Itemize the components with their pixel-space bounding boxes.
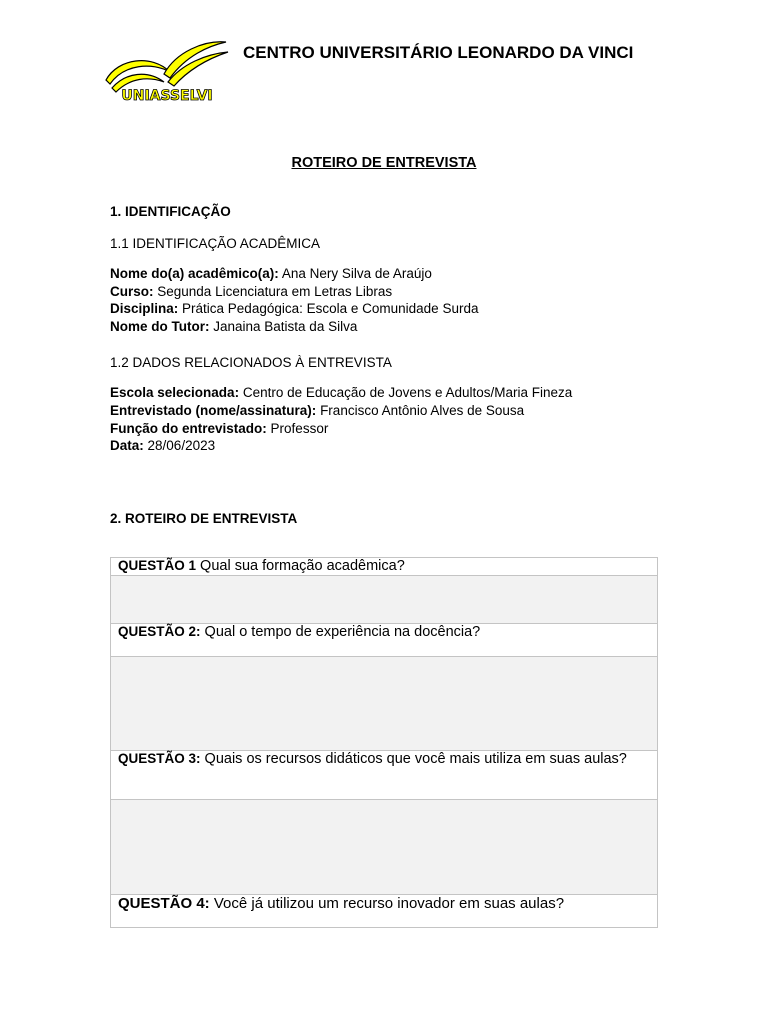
field-label: Disciplina: — [110, 301, 179, 316]
field-value: Segunda Licenciatura em Letras Libras — [157, 284, 393, 299]
question-cell — [111, 558, 658, 576]
field-label: Escola selecionada: — [110, 385, 240, 400]
question-row — [111, 895, 658, 928]
field-tutor — [110, 319, 357, 334]
answer-cell[interactable] — [111, 800, 658, 895]
section1-heading: 1. IDENTIFICAÇÃO — [110, 204, 231, 219]
question-text: Quais os recursos didáticos que você mais utiliza em suas aulas? — [204, 751, 627, 767]
field-interviewee — [110, 403, 524, 418]
field-label: Entrevistado (nome/assinatura): — [110, 403, 317, 418]
field-value: Francisco Antônio Alves de Sousa — [320, 403, 525, 418]
field-value: Ana Nery Silva de Araújo — [281, 266, 432, 281]
field-value: Prática Pedagógica: Escola e Comunidade Surda — [182, 301, 479, 316]
answer-row — [111, 800, 658, 895]
question-label: QUESTÃO 2: — [118, 624, 201, 639]
field-label: Nome do(a) acadêmico(a): — [110, 266, 279, 281]
logo-text: UNIASSELVI — [121, 88, 213, 104]
question-row — [111, 624, 658, 657]
answer-row — [111, 657, 658, 751]
interview-questions-table — [110, 557, 658, 928]
field-school — [110, 385, 572, 400]
question-text: Você já utilizou um recurso inovador em suas aulas? — [213, 895, 565, 912]
question-label: QUESTÃO 1 — [118, 558, 197, 573]
document-title: ROTEIRO DE ENTREVISTA — [291, 155, 477, 171]
field-value: Professor — [270, 421, 329, 436]
question-text: Qual sua formação acadêmica? — [200, 558, 405, 574]
question-cell — [111, 895, 658, 928]
field-role — [110, 421, 328, 436]
question-cell — [111, 751, 658, 800]
field-value: Janaina Batista da Silva — [213, 319, 358, 334]
logo-wings-icon — [104, 38, 232, 94]
section1-sub1: 1.1 IDENTIFICAÇÃO ACADÊMICA — [110, 236, 321, 251]
answer-cell[interactable] — [111, 657, 658, 751]
field-date — [110, 438, 215, 453]
institution-name: CENTRO UNIVERSITÁRIO LEONARDO DA VINCI — [243, 43, 634, 62]
field-label: Data: — [110, 438, 144, 453]
field-discipline — [110, 301, 478, 316]
question-label: QUESTÃO 3: — [118, 751, 201, 766]
field-course — [110, 284, 392, 299]
answer-cell[interactable] — [111, 576, 658, 624]
question-cell — [111, 624, 658, 657]
field-label: Nome do Tutor: — [110, 319, 210, 334]
question-text: Qual o tempo de experiência na docência? — [204, 624, 481, 640]
field-value: Centro de Educação de Jovens e Adultos/Maria Fineza — [242, 385, 573, 400]
question-label: QUESTÃO 4: — [118, 895, 210, 912]
question-row — [111, 751, 658, 800]
section2-heading: 2. ROTEIRO DE ENTREVISTA — [110, 511, 298, 526]
field-academic-name — [110, 266, 432, 281]
field-label: Função do entrevistado: — [110, 421, 267, 436]
uniasselvi-logo — [104, 38, 232, 108]
question-row — [111, 558, 658, 576]
field-label: Curso: — [110, 284, 154, 299]
section1-sub2: 1.2 DADOS RELACIONADOS À ENTREVISTA — [110, 355, 392, 370]
answer-row — [111, 576, 658, 624]
field-value: 28/06/2023 — [147, 438, 216, 453]
